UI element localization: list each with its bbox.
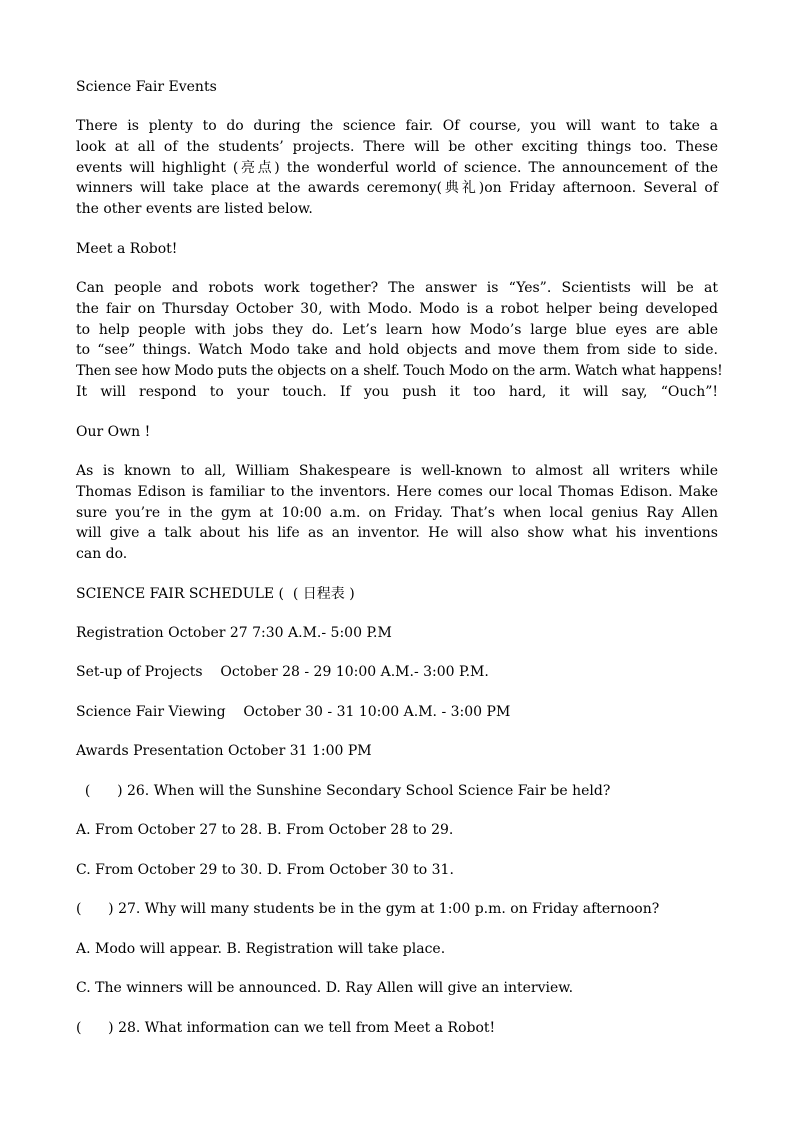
robot-paragraph bbox=[76, 278, 723, 403]
robot-line: to “see” things. Watch Modo take and hold objects and move them from side to side. bbox=[76, 342, 718, 359]
own-line: Thomas Edison is familiar to the inventors. Here comes our local Thomas Edison. Make bbox=[76, 483, 718, 500]
intro-line: events will highlight (亮点) the wonderful world of science. The announcement of the bbox=[76, 159, 718, 176]
intro-paragraph bbox=[76, 116, 718, 220]
question-26: ( ) 26. When will the Sunshine Secondary School Science Fair be held? bbox=[76, 783, 611, 799]
robot-line: Can people and robots work together? The answer is “Yes”. Scientists will be at bbox=[76, 280, 718, 296]
schedule-item: Set-up of Projects October 28 - 29 10:00 A.M.- 3:00 P.M. bbox=[76, 664, 489, 680]
own-line: As is known to all, William Shakespeare is well-known to almost all writers while bbox=[76, 463, 718, 479]
intro-line: the other events are listed below. bbox=[76, 201, 313, 218]
robot-line: to help people with jobs they do. Let’s learn how Modo’s large blue eyes are able bbox=[76, 321, 718, 338]
question-27-options-cd: C. The winners will be announced. D. Ray Allen will give an interview. bbox=[76, 980, 574, 996]
intro-line: There is plenty to do during the science fair. Of course, you will want to take a bbox=[76, 118, 718, 134]
question-28: ( ) 28. What information can we tell from Meet a Robot! bbox=[76, 1020, 496, 1036]
robot-line: Then see how Modo puts the objects on a shelf. Touch Modo on the arm. Watch what happens! bbox=[76, 363, 723, 380]
own-heading: Our Own ! bbox=[76, 424, 151, 440]
own-line: will give a talk about his life as an inventor. He will also show what his inventions bbox=[76, 525, 718, 542]
question-26-options-cd: C. From October 29 to 30. D. From October 30 to 31. bbox=[76, 862, 454, 878]
robot-heading: Meet a Robot! bbox=[76, 241, 178, 257]
schedule-item: Awards Presentation October 31 1:00 PM bbox=[76, 743, 372, 759]
own-paragraph bbox=[76, 461, 718, 565]
doc-title: Science Fair Events bbox=[76, 79, 217, 95]
question-26-options-ab: A. From October 27 to 28. B. From October 28 to 29. bbox=[76, 822, 454, 838]
robot-line: the fair on Thursday October 30, with Modo. Modo is a robot helper being developed bbox=[76, 300, 718, 317]
intro-line: look at all of the students’ projects. There will be other exciting things too. These bbox=[76, 138, 718, 155]
robot-line: It will respond to your touch. If you push it too hard, it will say, “Ouch”! bbox=[76, 383, 718, 400]
schedule-heading: SCIENCE FAIR SCHEDULE ( ( 日程表 ) bbox=[76, 586, 355, 602]
own-line: can do. bbox=[76, 546, 128, 563]
schedule-item: Science Fair Viewing October 30 - 31 10:00 A.M. - 3:00 PM bbox=[76, 704, 511, 720]
own-line: sure you’re in the gym at 10:00 a.m. on Friday. That’s when local genius Ray Allen bbox=[76, 504, 718, 521]
question-27-options-ab: A. Modo will appear. B. Registration will take place. bbox=[76, 941, 446, 957]
question-27: ( ) 27. Why will many students be in the gym at 1:00 p.m. on Friday afternoon? bbox=[76, 901, 660, 917]
intro-line: winners will take place at the awards ceremony(典礼)on Friday afternoon. Several of bbox=[76, 180, 718, 197]
schedule-item: Registration October 27 7:30 A.M.- 5:00 P.M bbox=[76, 625, 392, 641]
